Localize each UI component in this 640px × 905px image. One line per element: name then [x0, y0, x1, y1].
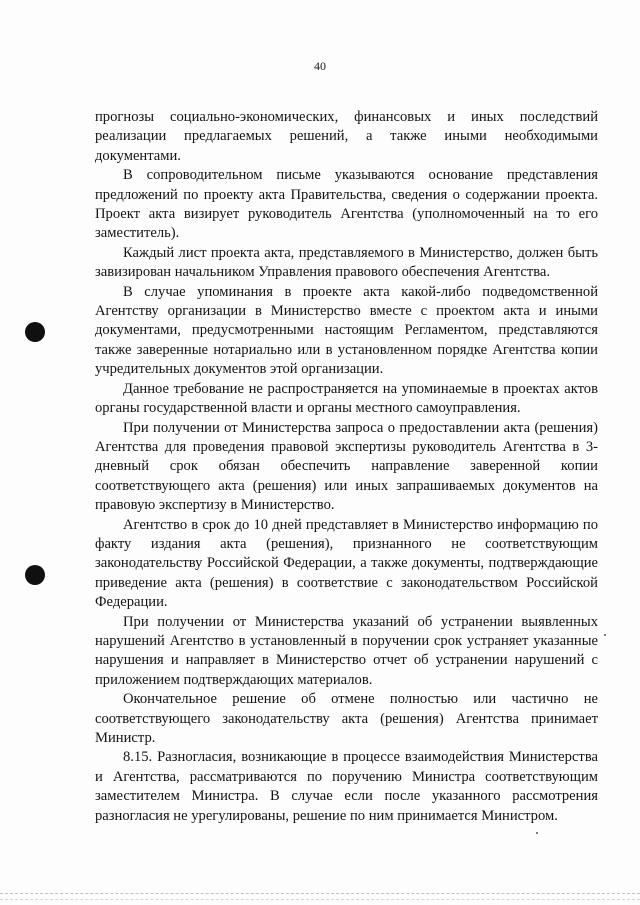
paragraph-subordinate-organization: В случае упоминания в проекте акта какой-либо подведомственной Агентству организации в Министерство вместе с проектом акта и иными документами, предусмотренными настоящим Регламентом, представляются также заверенные нотариально или в установленном порядке Агентства копии учредительных документов этой организации. — [95, 283, 598, 378]
scan-speck — [604, 634, 606, 636]
paragraph-sheet-endorsement: Каждый лист проекта акта, представляемого в Министерство, должен быть завизирован начальником Управления правового обеспечения Агентства. — [95, 244, 598, 281]
paragraph-disagreements: 8.15. Разногласия, возникающие в процессе взаимодействия Министерства и Агентства, рассматриваются по поручению Министра соответствующим заместителем Министра. В случае если после указанного рассмотрения разногласия не урегулированы, решение по ним принимается Министром. — [95, 749, 598, 824]
paragraph-legal-review-request: При получении от Министерства запроса о предоставлении акта (решения) Агентства для проведения правовой экспертизы руководитель Агентства в 3-дневный срок обязан обеспечить направление заверенной копии соответствующего акта (решения) или иных запрашиваемых документов на правовую экспертизу в Министерство. — [95, 419, 598, 514]
paragraph-requirement-exception: Данное требование не распространяется на упоминаемые в проектах актов органы государственной власти и органы местного самоуправления. — [95, 380, 598, 417]
punch-hole-upper — [25, 322, 45, 342]
scan-edge-line — [0, 893, 640, 894]
paragraph-continuation: прогнозы социально-экономических, финансовых и иных последствий реализации предлагаемых решений, а также иными необходимыми документами. — [95, 109, 598, 164]
punch-hole-lower — [25, 565, 45, 585]
paragraph-violation-elimination: При получении от Министерства указаний об устранении выявленных нарушений Агентство в установленный в поручении срок устраняет указанные нарушения и направляет в Министерство отчет об устранении нарушений с приложением подтверждающих материалов. — [95, 613, 598, 688]
paragraph-information-deadline: Агентство в срок до 10 дней представляет в Министерство информацию по факту издания акта (решения), признанного не соответствующим законодательству Российской Федерации, а также документы, подтверждающие приведение акта (решения) в соответствие с законодательством Российской Федерации. — [95, 516, 598, 611]
scan-speck — [536, 832, 538, 834]
document-body — [95, 108, 598, 826]
paragraph-final-decision: Окончательное решение об отмене полностью или частично не соответствующего законодательству акта (решения) Агентства принимает Министр. — [95, 691, 598, 746]
paragraph-cover-letter: В сопроводительном письме указываются основание представления предложений по проекту акта Правительства, сведения о содержании проекта. Проект акта визирует руководитель Агентства (уполномоченный на то его заместитель). — [95, 167, 598, 242]
scan-edge-line — [0, 899, 640, 900]
page-number: 40 — [314, 59, 326, 73]
